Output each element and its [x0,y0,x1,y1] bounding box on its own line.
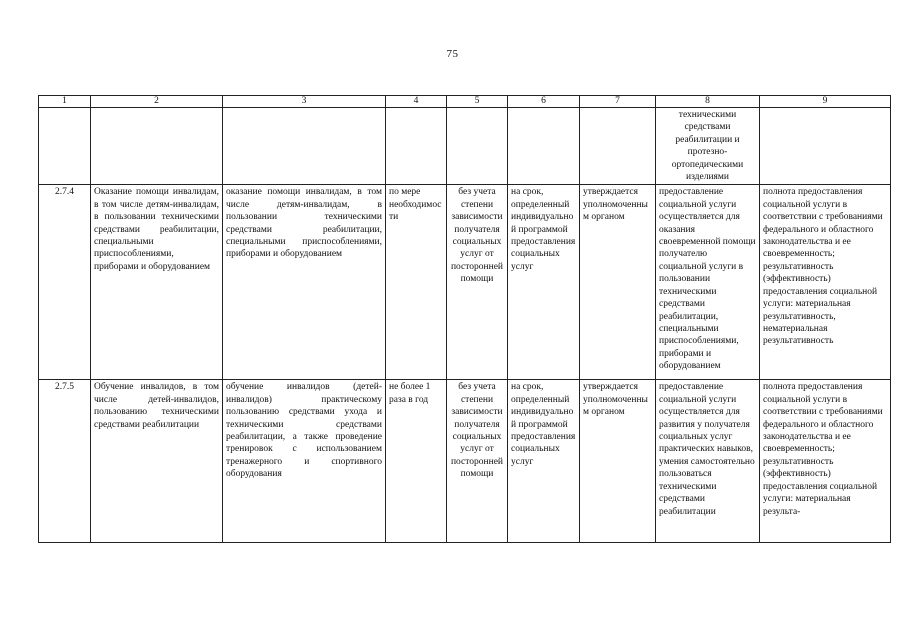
cell [223,108,386,185]
services-table [38,95,891,543]
column-header-3: 3 [223,96,386,108]
column-header-1: 1 [39,96,91,108]
term-cell: на срок, определенный индивидуальной программой предоставления социальных услуг [508,185,580,380]
frequency-cell: по мере необходимости [386,185,447,380]
cell [91,108,223,185]
column-header-8: 8 [656,96,760,108]
column-header-6: 6 [508,96,580,108]
cell [508,108,580,185]
cell [447,108,508,185]
payment-cell: без учета степени зависимости получателя социальных услуг от посторонней помощи [447,380,508,543]
tariff-cell: утверждается уполномоченным органом [580,185,656,380]
cell [386,108,447,185]
conditions-cell: техническими средствами реабилитации и протезно-ортопедическими изделиями [656,108,760,185]
payment-cell: без учета степени зависимости получателя социальных услуг от посторонней помощи [447,185,508,380]
term-cell: на срок, определенный индивидуальной программой предоставления социальных услуг [508,380,580,543]
service-description-cell: оказание помощи инвалидам, в том числе детям-инвалидам, в пользовании техническими средствами реабилитации, специальными приспособлениями, приборами и оборудованием [223,185,386,380]
row-number-cell: 2.7.5 [39,380,91,543]
header-row [39,96,891,108]
cell [580,108,656,185]
column-header-9: 9 [760,96,891,108]
row-number-cell: 2.7.4 [39,185,91,380]
column-header-2: 2 [91,96,223,108]
service-name-cell: Оказание помощи инвалидам, в том числе детям-инвалидам, в пользовании техническими средствами реабилитации, специальными приспособлениями, приборами и оборудованием [91,185,223,380]
frequency-cell: не более 1 раза в год [386,380,447,543]
page-number: 75 [446,48,459,60]
quality-cell: полнота предоставления социальной услуги в соответствии с требованиями федерального и областного законодательства и ее своевременность; результативность (эффективность) предоставления социальной услуги: материальная результативность, нематериальная результативность [760,185,891,380]
table-row [39,380,891,543]
table-row [39,185,891,380]
column-header-7: 7 [580,96,656,108]
conditions-cell: предоставление социальной услуги осуществляется для развития у получателя социальных услуг практических навыков, умения самостоятельно пользоваться техническими средствами реабилитации [656,380,760,543]
column-header-4: 4 [386,96,447,108]
service-description-cell: обучение инвалидов (детей-инвалидов) практическому пользованию средствами ухода и техническими средствами реабилитации, а также проведение тренировок с использованием тренажерного и спортивного оборудования [223,380,386,543]
tariff-cell: утверждается уполномоченным органом [580,380,656,543]
conditions-cell: предоставление социальной услуги осуществляется для оказания своевременной помощи получателю социальной услуги в пользовании техническими средствами реабилитации, специальными приспособлениями, приборами и оборудованием [656,185,760,380]
cell [760,108,891,185]
table-header [39,96,891,108]
table-row-continuation [39,108,891,185]
service-name-cell: Обучение инвалидов, в том числе детей-инвалидов, пользованию техническими средствами реабилитации [91,380,223,543]
cell [39,108,91,185]
column-header-5: 5 [447,96,508,108]
quality-cell: полнота предоставления социальной услуги в соответствии с требованиями федерального и областного законодательства и ее своевременность; результативность (эффективность) предоставления социальной услуги: материальная результа- [760,380,891,543]
